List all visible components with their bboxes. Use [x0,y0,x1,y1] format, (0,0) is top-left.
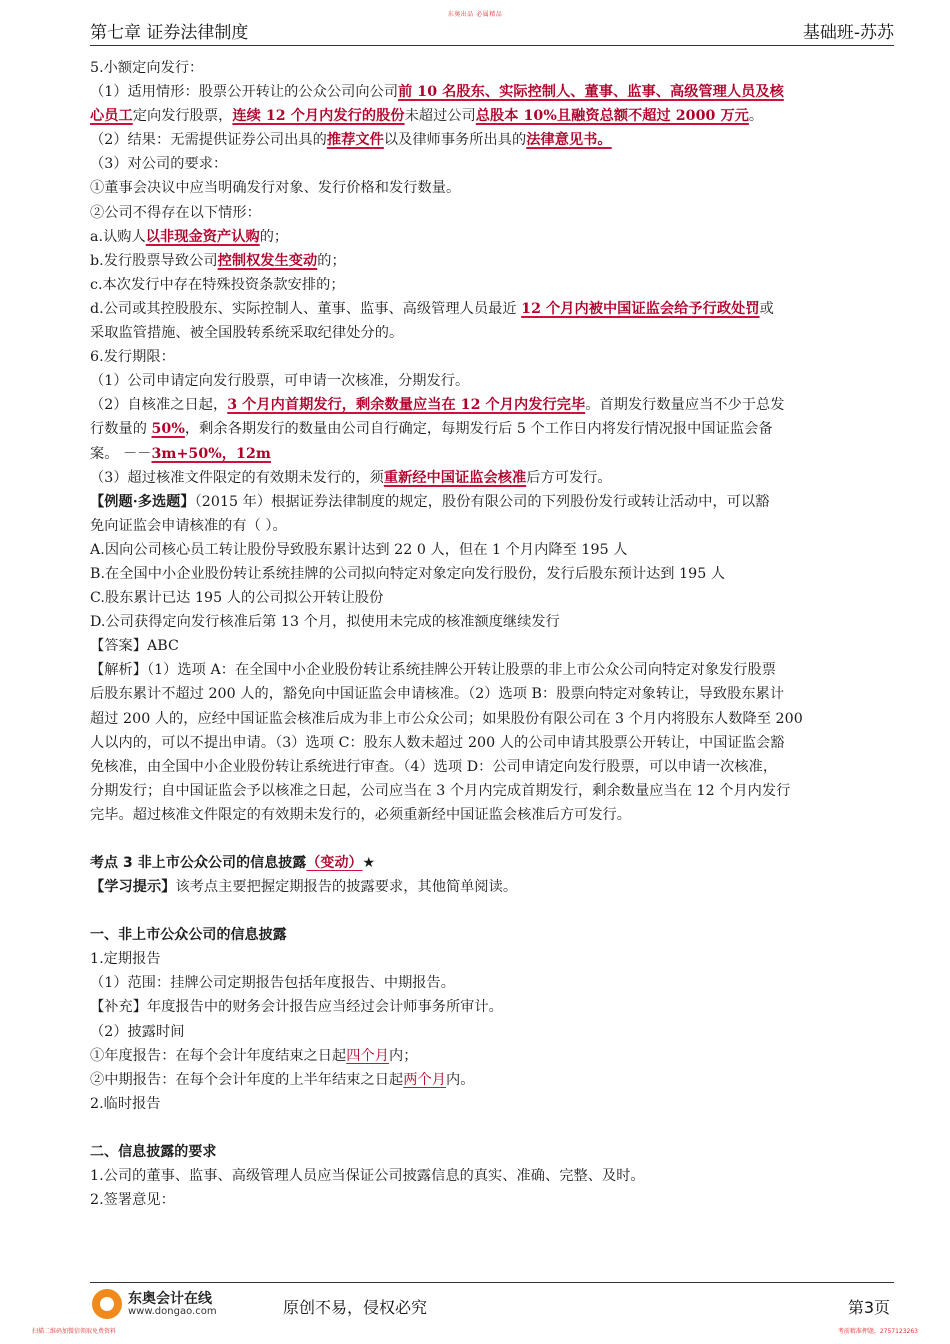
text: b.发行股票导致公司 [90,252,218,269]
explanation: 后股东累计不超过 200 人的，豁免向中国证监会申请核准。（2）选项 B：股票向特定对象转让，导致股东累计 [90,686,785,703]
highlight: 重新经中国证监会核准 [383,469,527,486]
tip-label: 【学习提示】 [90,879,176,896]
text: （2）自核准之日起， [90,397,228,414]
option-d: D.公司获得定向发行核准后第 13 个月，拟使用未完成的核准额度继续发行 [90,614,560,631]
explanation: 分期发行；自中国证监会予以核准之日起，公司应当在 3 个月内完成首期发行，剩余数量应当在 12 个月内发行 [90,782,791,799]
paragraph: （1）范围：挂牌公司定期报告包括年度报告、中期报告。 [90,975,456,992]
example-label: 【例题·多选题】 [90,493,195,510]
paragraph [90,393,900,417]
paragraph [90,80,900,104]
explanation: 人以内的，可以不提出申请。（3）选项 C：股东人数未超过 200 人的公司申请其股票公开转让，中国证监会豁 [90,734,785,751]
paragraph: （2）披露时间 [90,1023,185,1040]
study-tip [90,875,900,899]
explanation: 超过 200 人的，应经中国证监会核准后成为非上市公众公司；如果股份有限公司在 3 个月内将股东人数降至 200 [90,710,803,727]
paragraph [90,128,900,152]
highlight: 以非现金资产认购 [145,228,260,245]
paragraph: ①董事会决议中应当明确发行对象、发行价格和发行数量。 [90,180,461,197]
paragraph [90,466,900,490]
text: ①年度报告：在每个会计年度结束之日起 [90,1047,347,1064]
top-notice: 东奥出品 必属精品 [447,11,503,18]
kaodian-title [90,851,900,875]
section6-title: 6.发行期限： [90,349,175,366]
explanation [90,658,900,682]
text: 行数量的 [90,421,152,438]
section5-title: 5.小额定向发行： [90,60,204,76]
highlight: 法律意见书。 [526,132,612,149]
paragraph: 1.公司的董事、监事、高级管理人员应当保证公司披露信息的真实、准确、完整、及时。 [90,1168,645,1185]
example-question [90,490,900,514]
bottom-right-notice: 考前精准押题，2757123263 [837,1328,918,1335]
logo-mark-icon [92,1289,122,1319]
highlight: 连续 12 个月内发行的股份 [232,108,405,125]
paragraph [90,104,900,128]
text: 定向发行股票， [132,108,233,125]
text: ，剩余各期发行的数量由公司自行确定，每期发行后 5 个工作日内将发行情况报中国证监会备 [184,421,773,438]
list-item: 采取监管措施、被全国股转系统采取纪律处分的。 [90,325,404,342]
paragraph [90,417,900,441]
text: 的； [317,252,346,269]
page-number: 第3页 [847,1298,890,1317]
paragraph: 2.临时报告 [90,1095,161,1112]
text: 。首期发行数量应当不少于总发 [585,397,785,414]
explanation: 完毕。超过核准文件限定的有效期未发行的，必须重新经中国证监会核准后方可发行。 [90,806,632,823]
highlight: 四个月 [346,1047,389,1064]
highlight: 50% [151,421,185,438]
text: 或 [759,300,774,317]
paragraph [90,442,900,466]
section-heading: 二、信息披露的要求 [90,1143,217,1160]
text: 内。 [445,1071,475,1088]
explanation-label: 【解析】 [90,662,147,679]
logo-name: 东奥会计在线 [128,1291,212,1307]
text: 案。 －－ [90,445,152,462]
highlight: 心员工 [90,108,133,125]
list-item: c.本次发行中存在特殊投资条款安排的； [90,276,345,293]
text: 。 [748,108,764,125]
paragraph: （1）公司申请定向发行股票，可申请一次核准，分期发行。 [90,373,470,390]
highlight: 总股本 10%且融资总额不超过 2000 万元 [475,108,749,125]
text: d.公司或其控股股东、实际控制人、董事、监事、高级管理人员最近 [90,300,522,317]
text: （1）适用情形：股票公开转让的公众公司向公司 [90,84,399,101]
option-c: C.股东累计已达 195 人的公司拟公开转让股份 [90,590,384,607]
logo-url[interactable]: www.dongao.com [128,1306,217,1317]
list-item [90,225,900,249]
document-body [90,56,900,1212]
course-title: 基础班-苏苏 [802,23,894,43]
text: ②中期报告：在每个会计年度的上半年结束之日起 [90,1071,404,1088]
paragraph [90,1044,900,1068]
highlight: 两个月 [403,1071,446,1088]
page-footer [90,1282,894,1322]
highlight: 3m+50%，12m [151,445,271,462]
list-item [90,297,900,321]
paragraph: 【补充】年度报告中的财务会计报告应当经过会计师事务所审计。 [90,999,503,1016]
text: 的； [259,228,289,245]
text: （1）选项 A：在全国中小企业股份转让系统挂牌公开转让股票的非上市公众公司向特定对象发行股票 [146,662,777,679]
paragraph: 2.签署意见： [90,1192,175,1209]
highlight: 控制权发生变动 [217,252,318,269]
star-icon: ★ [362,855,376,871]
paragraph [90,1068,900,1092]
text: 后方可发行。 [526,469,612,486]
text: 该考点主要把握定期报告的披露要求，其他简单阅读。 [175,879,518,896]
text: 以及律师事务所出具的 [383,132,527,149]
highlight: 12 个月内被中国证监会给予行政处罚 [521,300,760,317]
text: 考点 3 非上市公众公司的信息披露 [90,855,307,871]
text: （2015 年）根据证券法律制度的规定，股份有限公司的下列股份发行或转让活动中，可以豁 [194,493,770,510]
example-question: 免向证监会申请核准的有（ ）。 [90,517,287,534]
paragraph: （3）对公司的要求： [90,156,228,173]
paragraph: 1.定期报告 [90,951,161,968]
highlight: （变动） [306,855,363,871]
highlight: 前 10 名股东、实际控制人、董事、监事、高级管理人员及核 [398,84,784,101]
text: 未超过公司 [404,108,476,125]
explanation: 免核准，由全国中小企业股份转让系统进行审查。（4）选项 D：公司申请定向发行股票，可以申请一次核准， [90,758,778,775]
chapter-title: 第七章 证券法律制度 [90,23,249,43]
page-header [90,14,894,46]
text: （3）超过核准文件限定的有效期未发行的，须 [90,469,384,486]
dongao-logo[interactable] [92,1287,242,1321]
text: （2）结果：无需提供证券公司出具的 [90,132,327,149]
footer-slogan: 原创不易，侵权必究 [283,1298,428,1317]
section-heading: 一、非上市公众公司的信息披露 [90,927,287,944]
text: a.认购人 [90,228,146,245]
answer: 【答案】ABC [90,638,179,655]
highlight: 3 个月内首期发行，剩余数量应当在 12 个月内发行完毕 [227,397,586,414]
option-b: B.在全国中小企业股份转让系统挂牌的公司拟向特定对象定向发行股份，发行后股东预计达到 195 人 [90,565,726,582]
list-item [90,249,900,273]
paragraph: ②公司不得存在以下情形： [90,204,261,221]
highlight: 推荐文件 [326,132,384,149]
bottom-left-notice: 扫描二维码加微信领取免费资料 [32,1328,117,1335]
text: 内； [389,1047,418,1064]
option-a: A.因向公司核心员工转让股份导致股东累计达到 22 0 人，但在 1 个月内降至 195 人 [90,541,628,558]
